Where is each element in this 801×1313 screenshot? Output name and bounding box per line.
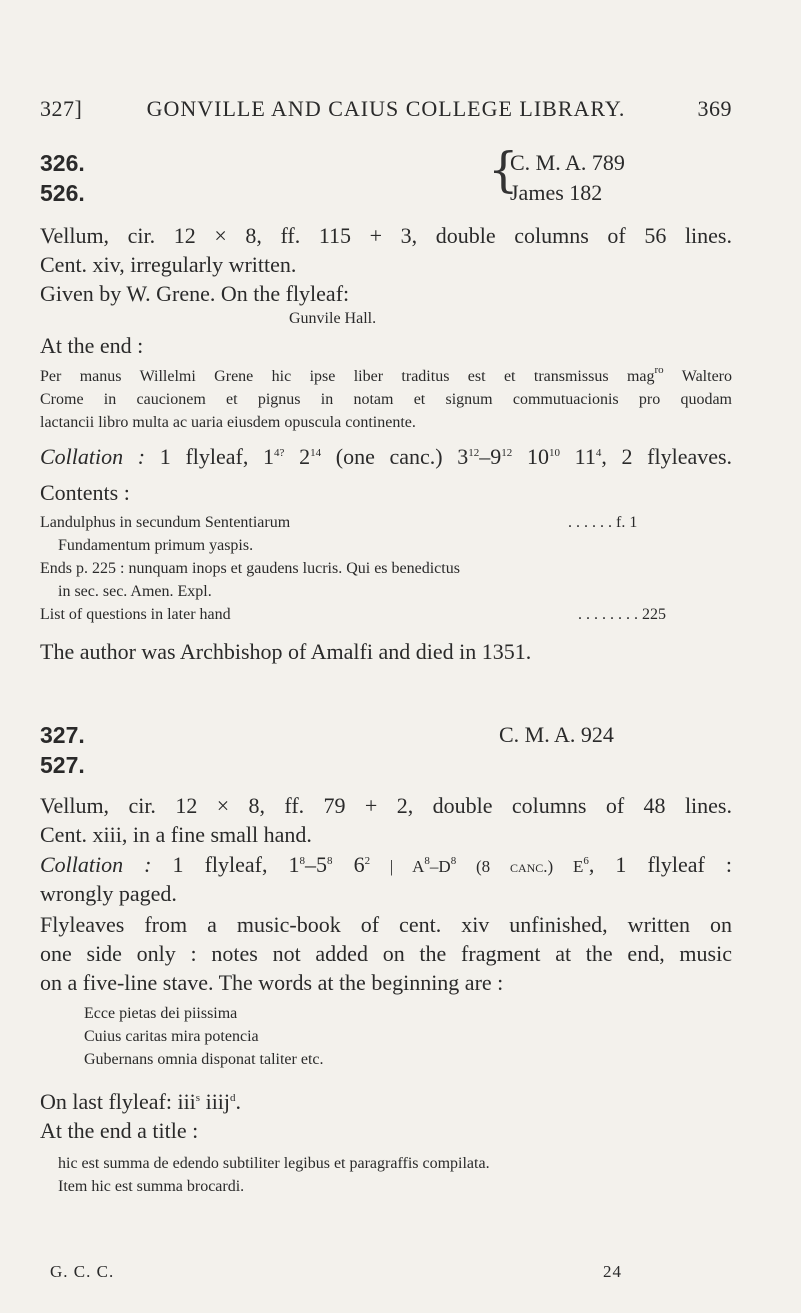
verse-line: Ecce pietas dei piissima bbox=[84, 1005, 238, 1022]
title-text: hic est summa de edendo subtiliter legibus et paragraffis compilata. bbox=[58, 1155, 490, 1172]
section-label: At the end : bbox=[40, 333, 144, 358]
contents-ref: . . . . . . . . 225 bbox=[578, 606, 666, 623]
contents-item: Ends p. 225 : nunquam inops et gaudens lucris. Qui es benedictus bbox=[40, 560, 460, 577]
entry-number: 326. bbox=[40, 150, 85, 176]
contents-item: in sec. sec. Amen. Expl. bbox=[58, 583, 212, 600]
signature-mark: G. C. C. bbox=[50, 1262, 115, 1281]
colophon-line: lactancii libro multa ac uaria eiusdem opuscula continente. bbox=[40, 414, 416, 431]
verse-line: Cuius caritas mira potencia bbox=[84, 1028, 259, 1045]
entry-number: 327. bbox=[40, 722, 85, 748]
contents-item: Fundamentum primum yaspis. bbox=[58, 537, 254, 554]
verse-line: Gubernans omnia disponat taliter etc. bbox=[84, 1051, 324, 1068]
title-text: Item hic est summa brocardi. bbox=[58, 1178, 245, 1195]
contents-ref: . . . . . . f. 1 bbox=[568, 514, 638, 531]
entry-number-secondary: 527. bbox=[40, 752, 85, 778]
collation-line: Collation : 1 flyleaf, $1^{4?}$ $2^{14}$ (one canc.) $3^{12}-9^{12}$ $10^{10}$ $11^4$, 2 flyleaves. bbox=[40, 444, 733, 469]
page-number: 369 bbox=[697, 96, 732, 121]
description-line: Cent. xiii, in a fine small hand. bbox=[40, 822, 312, 847]
colophon-line: Crome in caucionem et pignus in notam et signum commutuacionis pro quodam bbox=[40, 391, 732, 408]
brace-glyph: { bbox=[488, 142, 519, 198]
contents-item: List of questions in later hand bbox=[40, 606, 231, 623]
description-line: Cent. xiv, irregularly written. bbox=[40, 252, 297, 277]
running-title: GONVILLE AND CAIUS COLLEGE LIBRARY. bbox=[146, 96, 626, 121]
shelfmark: C. M. A. 924 bbox=[499, 722, 614, 747]
colophon-line: Per manus Willelmi Grene hic ipse liber traditus est et transmissus mag$^{ro}$ Waltero bbox=[40, 364, 733, 385]
collation-line: Collation : 1 flyleaf, $1^8-5^8$ $6^2$ | $A^8-D^8$ (8 canc.) $E^6$, 1 flyleaf : bbox=[40, 852, 733, 877]
contents-item: Landulphus in secundum Sententiarum bbox=[40, 514, 291, 531]
last-flyleaf-line: On last flyleaf: iii$^s$ iiij$^d$. bbox=[40, 1089, 242, 1114]
flyleaves-line: on a five-line stave. The words at the beginning are : bbox=[40, 970, 504, 995]
description-line: Vellum, cir. 12 × 8, ff. 79 + 2, double columns of 48 lines. bbox=[40, 793, 732, 818]
author-note: The author was Archbishop of Amalfi and died in 1351. bbox=[40, 639, 532, 664]
entry-number-secondary: 526. bbox=[40, 180, 85, 206]
flyleaves-line: one side only : notes not added on the fragment at the end, music bbox=[40, 941, 732, 966]
provenance-line: Given by W. Grene. On the flyleaf: bbox=[40, 281, 350, 306]
flyleaves-line: Flyleaves from a music-book of cent. xiv unfinished, written on bbox=[40, 912, 732, 937]
shelfmark-secondary: James 182 bbox=[510, 180, 603, 205]
page bbox=[40, 0, 732, 1313]
section-label: Contents : bbox=[40, 480, 130, 505]
description-line: Vellum, cir. 12 × 8, ff. 115 + 3, double columns of 56 lines. bbox=[40, 223, 732, 248]
collation-line: wrongly paged. bbox=[40, 881, 177, 906]
page-ref: 327] bbox=[40, 96, 83, 121]
running-head bbox=[40, 96, 732, 126]
section-label: At the end a title : bbox=[40, 1118, 199, 1143]
flyleaf-inscription: Gunvile Hall. bbox=[289, 310, 377, 327]
shelfmark: C. M. A. 789 bbox=[510, 150, 625, 175]
signature-number: 24 bbox=[603, 1262, 622, 1281]
